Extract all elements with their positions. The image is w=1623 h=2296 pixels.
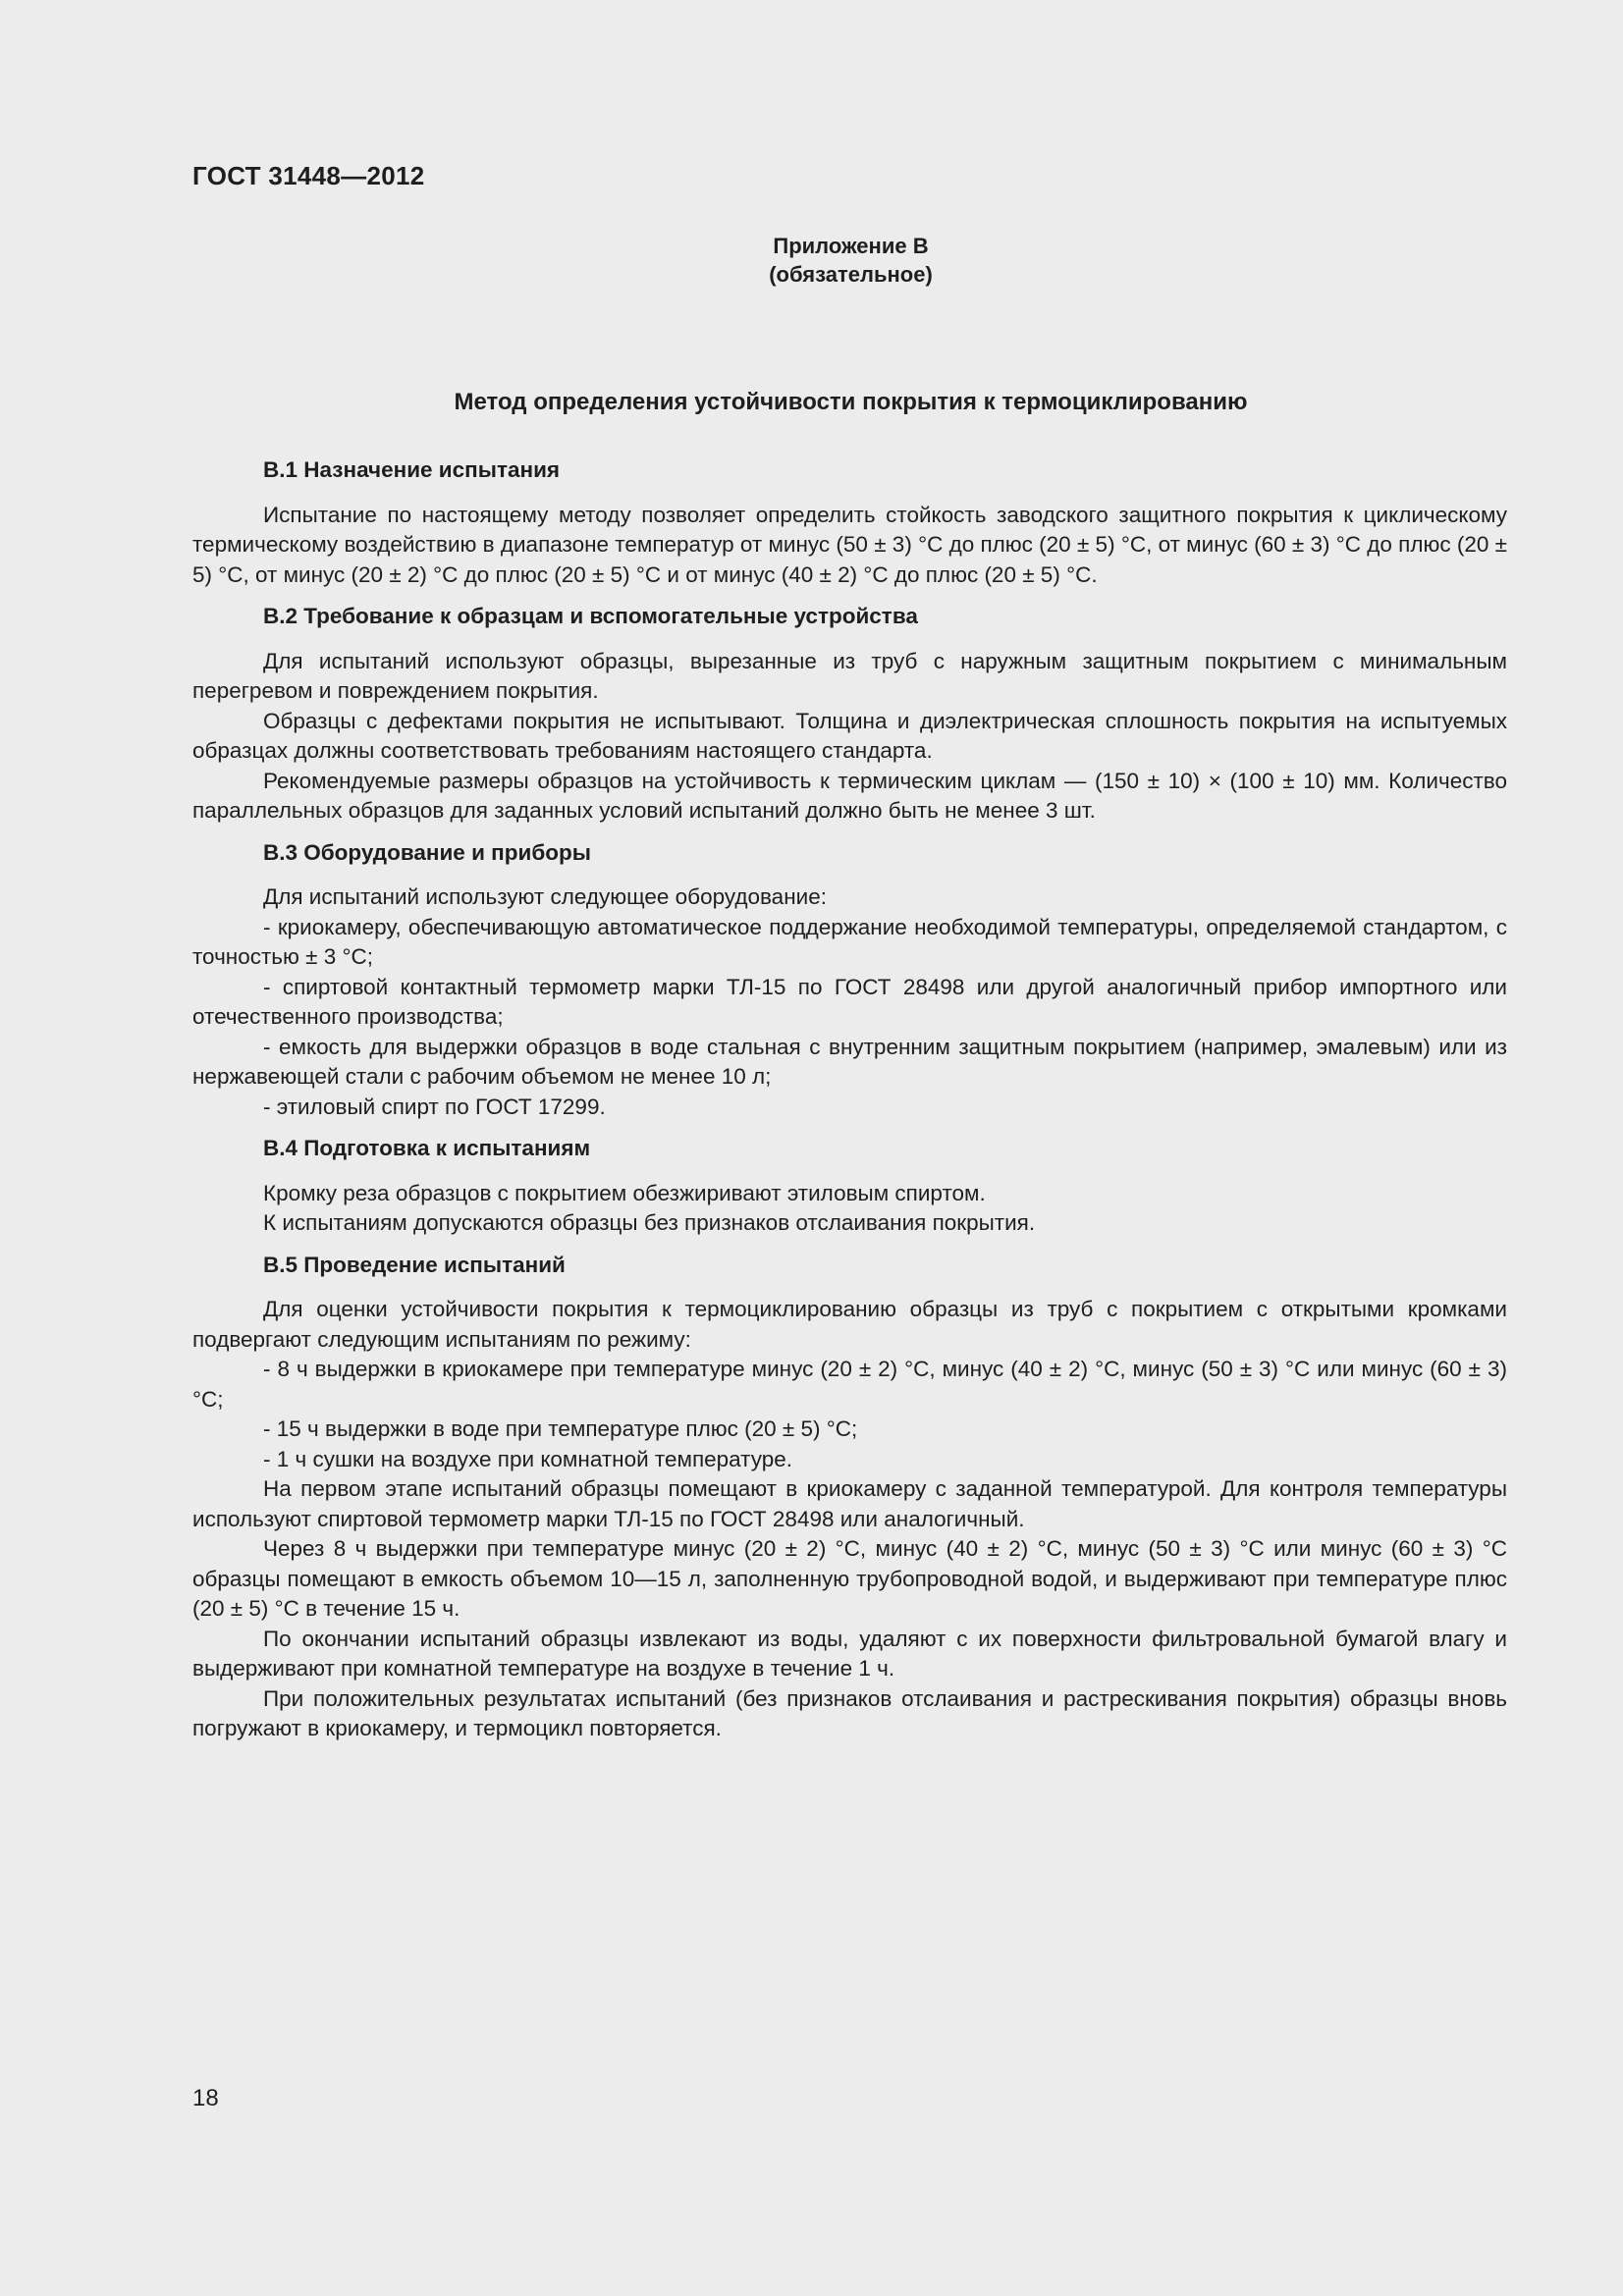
paragraph: При положительных результатах испытаний (без признаков отслаивания и растрескивания покрытия) образцы вновь погружают в криокамеру, и термоцикл повторяется. (192, 1685, 1507, 1740)
page-number: 18 (192, 2085, 219, 2111)
paragraph: На первом этапе испытаний образцы помещают в криокамеру с заданной температурой. Для контроля температуры используют спиртовой термометр марки ТЛ-15 по ГОСТ 28498 или аналогичный. (192, 1476, 1507, 1531)
list-item: - 15 ч выдержки в воде при температуре плюс (20 ± 5) °С; (263, 1416, 858, 1441)
paragraph: Образцы с дефектами покрытия не испытывают. Толщина и диэлектрическая сплошность покрытия на испытуемых образцах должны соответствовать требованиям настоящего стандарта. (192, 708, 1507, 763)
list-item: - спиртовой контактный термометр марки ТЛ-15 по ГОСТ 28498 или другой аналогичный прибор импортного или отечественного производства; (192, 974, 1507, 1029)
paragraph: Для испытаний используют образцы, вырезанные из труб с наружным защитным покрытием с минимальным перегревом и повреждением покрытия. (192, 648, 1507, 703)
paragraph: Рекомендуемые размеры образцов на устойчивость к термическим циклам — (150 ± 10) × (100 ± 10) мм. Количество параллельных образцов для заданных условий испытаний должно быть не менее 3 шт. (192, 768, 1507, 823)
section-heading: В.2 Требование к образцам и вспомогательные устройства (263, 604, 918, 628)
list-item: - 1 ч сушки на воздухе при комнатной температуре. (263, 1446, 793, 1471)
section-b2 (192, 602, 1507, 827)
main-title: Метод определения устойчивости покрытия к термоциклированию (454, 389, 1248, 415)
section-heading: В.4 Подготовка к испытаниям (263, 1136, 591, 1160)
section-b5 (192, 1251, 1507, 1744)
section-heading: В.5 Проведение испытаний (263, 1252, 566, 1277)
list-item: - криокамеру, обеспечивающую автоматическое поддержание необходимой температуры, определяемой стандартом, с точностью ± 3 °С; (192, 914, 1507, 969)
paragraph: По окончании испытаний образцы извлекают из воды, удаляют с их поверхности фильтровальной бумагой влагу и выдерживают при комнатной температуре на воздухе в течение 1 ч. (192, 1626, 1507, 1681)
section-heading: В.1 Назначение испытания (263, 457, 561, 482)
list-item: - 8 ч выдержки в криокамере при температуре минус (20 ± 2) °С, минус (40 ± 2) °С, минус (50 ± 3) °С или минус (60 ± 3) °С; (192, 1357, 1507, 1412)
paragraph: Для испытаний используют следующее оборудование: (263, 884, 827, 909)
section-b3 (192, 838, 1507, 1123)
paragraph: Кромку реза образцов с покрытием обезжиривают этиловым спиртом. (263, 1180, 986, 1205)
section-heading: В.3 Оборудование и приборы (263, 839, 591, 865)
list-item: - этиловый спирт по ГОСТ 17299. (263, 1094, 606, 1119)
paragraph: Для оценки устойчивости покрытия к термоциклированию образцы из труб с покрытием с открытыми кромками подвергают следующим испытаниям по режиму: (192, 1297, 1507, 1352)
document-body (192, 455, 1507, 1756)
document-code: ГОСТ 31448—2012 (192, 161, 425, 190)
paragraph: К испытаниям допускаются образцы без признаков отслаивания покрытия. (263, 1210, 1036, 1235)
paragraph: Испытание по настоящему методу позволяет определить стойкость заводского защитного покрытия к циклическому термическому воздействию в диапазоне температур от минус (50 ± 3) °С до плюс (20 ± 5) °С, от минус (60 ± 3) °С до плюс (20 ± 5) °С, от минус (20 ± 2) °С до плюс (20 ± 5) °С и от минус (40 ± 2) °С до плюс (20 ± 5) °С. (192, 502, 1507, 587)
paragraph: Через 8 ч выдержки при температуре минус (20 ± 2) °С, минус (40 ± 2) °С, минус (50 ± 3) °С или минус (60 ± 3) °С образцы помещают в емкость объемом 10—15 л, заполненную трубопроводной водой, и выдерживают при температуре плюс (20 ± 5) °С в течение 15 ч. (192, 1536, 1507, 1621)
list-item: - емкость для выдержки образцов в воде стальная с внутренним защитным покрытием (например, эмалевым) или из нержавеющей стали с рабочим объемом не менее 10 л; (192, 1034, 1507, 1089)
section-b1 (192, 455, 1507, 590)
section-b4 (192, 1134, 1507, 1239)
appendix-status: (обязательное) (769, 262, 933, 287)
appendix-title: Приложение В (773, 234, 929, 258)
